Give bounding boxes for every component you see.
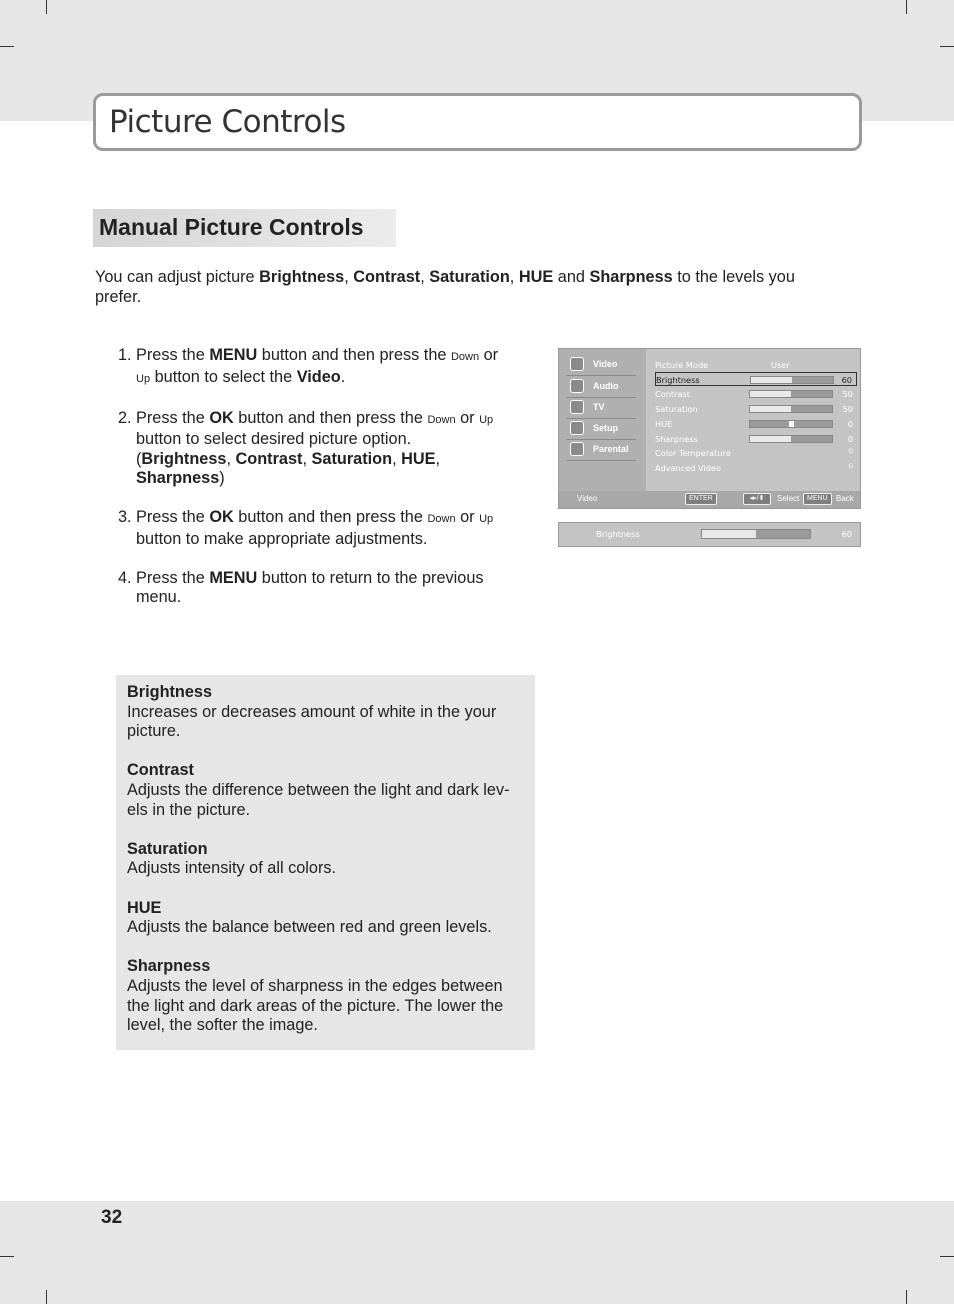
osd-row-value: 50 [842,389,853,399]
osd-row-label: HUE [655,419,673,429]
osd-level-fill [750,391,791,397]
step-text: button to select the [150,367,297,386]
section-title: Manual Picture Controls [99,214,364,240]
intro-text: to the levels you prefer. [95,268,795,306]
step-bold: Saturation [311,449,393,468]
osd-row-value: G [848,448,853,455]
brightness-level-track[interactable] [701,529,811,539]
audio-icon [570,379,584,393]
step-bold: MENU [209,346,258,364]
osd-nav-tv[interactable] [566,398,636,419]
osd-row-label: Contrast [655,389,690,399]
intro-text: , [344,268,354,286]
osd-row-label: Saturation [655,404,698,414]
definition-item [127,761,522,820]
crop-mark [46,1290,47,1304]
definition-term: Contrast [127,761,194,780]
intro-bold: Sharpness [589,268,673,286]
osd-row-color-temperature[interactable] [655,446,857,460]
step-text: , [226,449,236,468]
step-text: Press the [136,408,210,427]
osd-row-value: 0 [847,419,853,429]
osd-nav-parental[interactable] [566,440,636,461]
step-number: 3. [118,508,132,526]
osd-level-fill [751,377,792,383]
intro-paragraph [95,267,825,307]
intro-text: and [553,268,590,286]
osd-menu [558,348,861,509]
definition-term: HUE [127,898,162,917]
step-text: button to make appropriate adjustments. [136,529,428,548]
tv-icon [570,400,584,414]
osd-footer-section: Video [577,494,598,503]
intro-text: You can adjust picture [95,268,260,286]
step-text: button to return to the previous menu. [136,568,484,606]
definition-term: Saturation [127,839,208,858]
step-bold: Video [296,367,341,386]
osd-row-hue[interactable] [655,417,857,431]
osd-row-saturation[interactable] [655,402,857,416]
crop-mark [0,1256,14,1257]
brightness-adjust-bar [558,522,861,547]
osd-row-label: Brightness [656,375,700,385]
video-icon [570,357,584,371]
osd-row-value: 60 [841,375,852,385]
osd-level-bar [749,435,833,443]
definition-item [127,683,522,742]
step-text: or [455,408,480,427]
osd-row-picture-mode[interactable] [655,358,857,372]
steps-list [115,346,525,627]
osd-level-bar [749,390,833,398]
brightness-level-fill [702,530,756,538]
definition-text: Adjusts the difference between the light and dark lev-els in the picture. [127,780,510,819]
definitions-box [116,675,535,1050]
step-number: 2. [118,408,132,427]
osd-nav-label: Parental [593,444,629,454]
step-text: button and then press the [233,508,428,526]
osd-row-brightness[interactable] [655,372,857,386]
step-bold: Contrast [235,449,303,468]
step-key: Down [450,351,480,363]
osd-row-value: 50 [842,404,853,414]
setup-icon [570,421,584,435]
step-key: Up [479,513,494,525]
osd-level-bar [750,376,834,384]
osd-nav-label: TV [593,402,605,412]
step-text: or [455,508,480,526]
osd-level-bar [749,420,833,428]
osd-row-value: G [848,463,853,470]
crop-mark [906,1290,907,1304]
step-text: , [435,449,441,468]
osd-row-label: Sharpness [655,434,698,444]
osd-nav-audio[interactable] [566,377,636,398]
intro-bold: Contrast [353,268,421,286]
step-key: Down [427,413,456,426]
step-text: button and then press the [233,408,428,427]
brightness-bar-label: Brightness [596,529,640,539]
page-title-box [93,93,862,151]
osd-footer-back: Back [836,494,854,503]
osd-nav-label: Audio [593,381,619,391]
step-bold: OK [209,408,234,427]
osd-row-value: 0 [847,434,853,444]
osd-row-advanced-video[interactable] [655,461,857,475]
step-bold: MENU [209,568,258,587]
crop-mark [0,46,14,47]
step-text: . [340,367,346,386]
osd-row-value: User [771,360,790,370]
intro-text: , [420,268,430,286]
step-number: 4. [118,568,132,587]
page-number: 32 [101,1207,123,1228]
step-text: button to select desired picture option. [136,430,412,448]
step-text: Press the [136,346,210,364]
step-item [115,409,525,489]
step-item [115,508,525,549]
step-key: Down [427,513,456,525]
step-text: Press the [136,508,210,526]
menu-key[interactable]: MENU [803,493,832,505]
intro-bold: Saturation [429,268,510,286]
section-heading-box [93,209,396,247]
osd-sidebar [559,349,646,491]
definition-text: Adjusts the balance between red and green levels. [127,918,492,937]
definition-text: Adjusts the level of sharpness in the edges between the light and dark areas of the picture. The lower the level, the softer the image. [127,976,504,1035]
intro-bold: HUE [518,268,554,286]
osd-footer [559,491,860,508]
crop-mark [906,0,907,14]
definition-item [127,899,522,938]
osd-row-sharpness[interactable] [655,432,857,446]
crop-mark [940,46,954,47]
step-item [115,346,525,389]
step-text: , [392,449,402,468]
intro-text: , [509,268,519,286]
step-item [115,569,525,608]
step-text: or [479,346,499,364]
crop-mark [940,1256,954,1257]
osd-nav-video[interactable] [566,355,636,376]
step-bold: Sharpness [136,469,220,487]
page-title: Picture Controls [109,104,346,140]
definition-text: Adjusts intensity of all colors. [127,859,337,878]
enter-key[interactable]: ENTER [685,493,717,505]
step-bold: OK [209,508,234,526]
osd-row-contrast[interactable] [655,387,857,401]
step-text: , [302,449,312,468]
step-text: ( [136,449,142,468]
osd-level-bar [749,405,833,413]
definition-item [127,840,522,879]
osd-nav-setup[interactable] [566,419,636,440]
osd-nav-label: Video [593,359,618,369]
crop-mark [46,0,47,14]
step-bold: Brightness [141,449,227,468]
definition-term: Sharpness [127,957,211,976]
osd-level-fill [750,406,791,412]
step-number: 1. [118,346,132,364]
footer-band [0,1201,954,1304]
definition-text: Increases or decreases amount of white in the your picture. [127,702,497,741]
step-key: Up [136,372,151,385]
osd-level-fill [750,436,791,442]
definition-item [127,957,522,1035]
osd-row-label: Picture Mode [655,360,709,370]
definition-term: Brightness [127,683,213,701]
step-key: Up [479,413,494,426]
osd-hue-knob [789,421,794,427]
osd-footer-select: Select [777,494,800,503]
brightness-bar-value: 60 [841,529,852,539]
step-text: Press the [136,568,210,587]
step-bold: HUE [401,449,436,468]
step-text: ) [219,469,225,487]
step-text: button and then press the [257,346,451,364]
parental-icon [570,442,584,456]
arrow-keys-icon[interactable]: ◂▸/⬍ [743,493,771,505]
osd-nav-label: Setup [593,423,619,433]
osd-row-label: Advanced Video [655,463,721,473]
osd-row-label: Color Temperature [655,448,731,458]
intro-bold: Brightness [259,268,345,286]
